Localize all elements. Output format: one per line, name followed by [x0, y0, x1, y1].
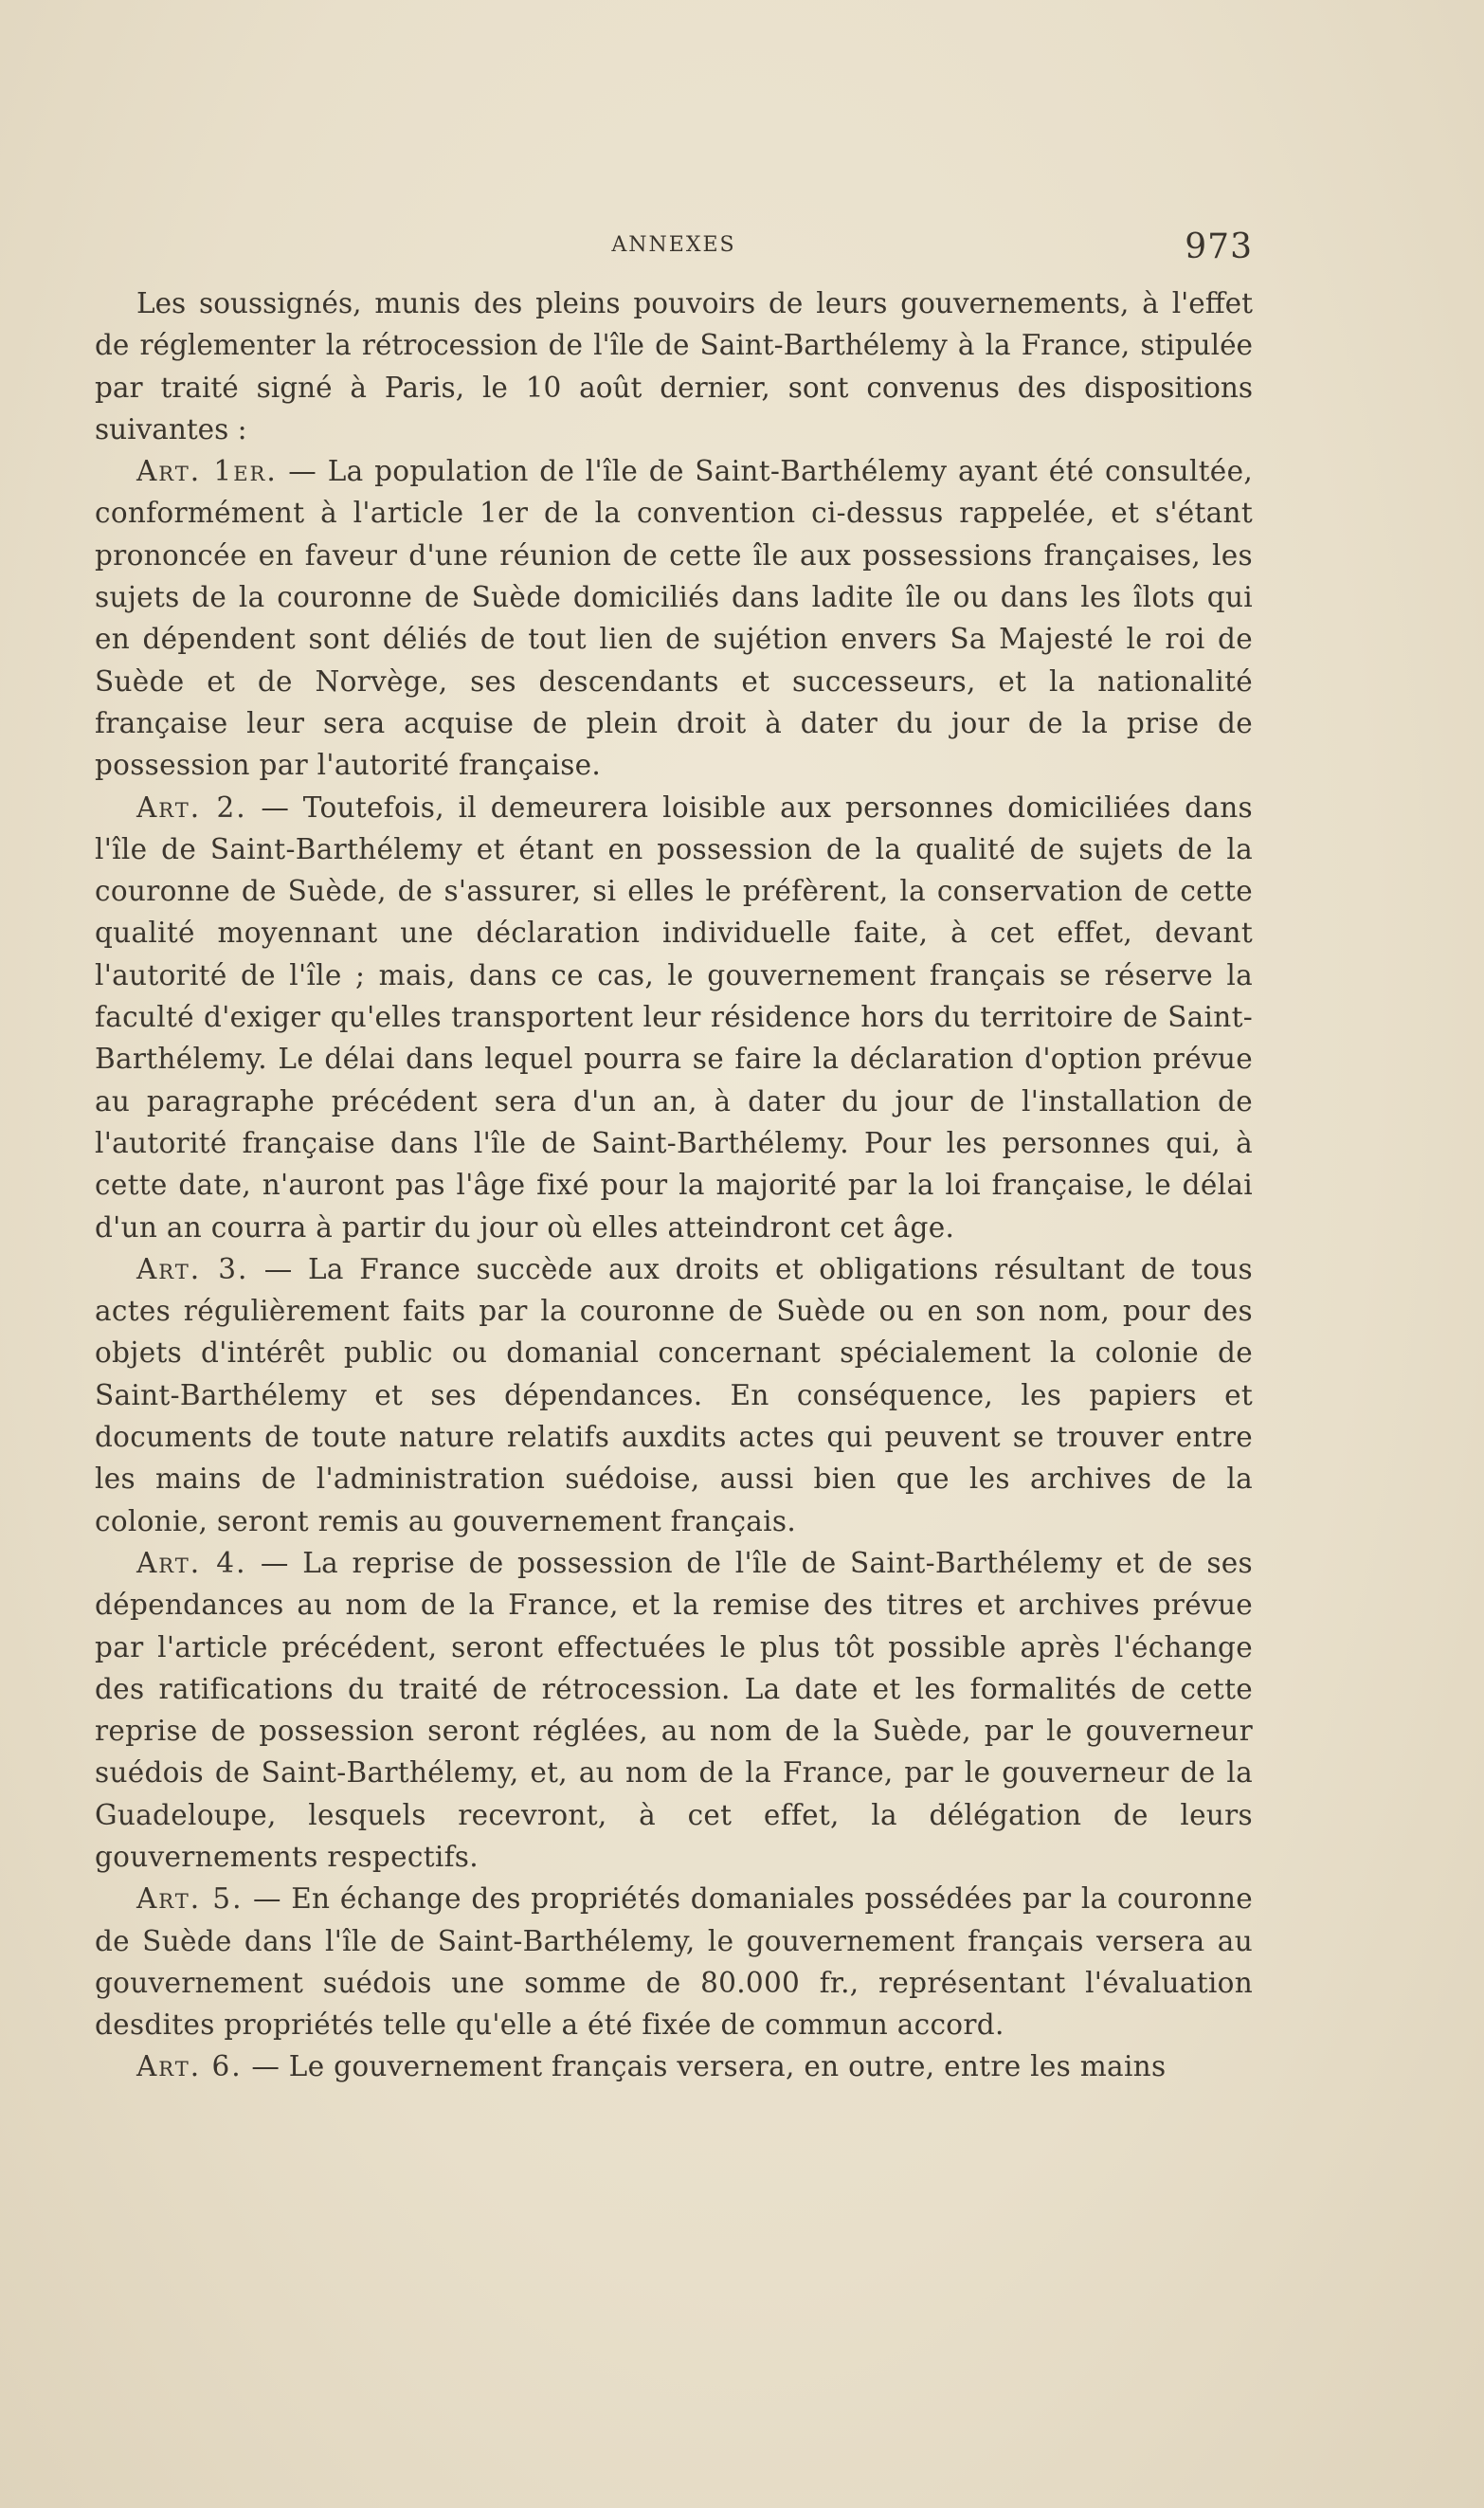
- article-label: Art. 5.: [136, 1882, 244, 1916]
- article-label: Art. 3.: [136, 1252, 249, 1285]
- paragraph-text: — En échange des propriétés domaniales possédées par la couronne de Suède dans l'île de Saint-Barthélemy, le gouvernement français versera au gouvernement suédois une somme de 80.000 fr., représentant l'évaluation desdites propriétés telle qu'elle a été fixée de commun accord.: [95, 1882, 1254, 2042]
- paragraph-text: Les soussignés, munis des pleins pouvoirs de leurs gouvernements, à l'effet de réglementer la rétrocession de l'île de Saint-Barthélemy à la France, stipulée par traité signé à Paris, le 10 août dernier, sont convenus des dispositions suivantes :: [95, 287, 1253, 445]
- paragraph-article-5: [95, 1878, 1253, 2045]
- article-label: Art. 1er.: [136, 455, 278, 488]
- page-header: [95, 227, 1253, 265]
- running-head: ANNEXES: [611, 233, 736, 257]
- page-number: 973: [1185, 227, 1253, 266]
- article-label: Art. 6.: [136, 2050, 243, 2083]
- paragraph-text: — Toutefois, il demeurera loisible aux personnes domiciliées dans l'île de Saint-Barthélemy et étant en possession de la qualité de sujets de la couronne de Suède, de s'assurer, si elles le préfèrent, la conservation de cette qualité moyennant une déclaration individuelle faite, à cet effet, devant l'autorité de l'île ; mais, dans ce cas, le gouvernement français se réserve la faculté d'exiger qu'elles transportent leur résidence hors du territoire de Saint-Barthélemy. Le délai dans lequel pourra se faire la déclaration d'option prévue au paragraphe précédent sera d'un an, à dater du jour de l'installation de l'autorité française dans l'île de Saint-Barthélemy. Pour les personnes qui, à cette date, n'auront pas l'âge fixé pour la majorité par la loi française, le délai d'un an courra à partir du jour où elles atteindront cet âge.: [95, 791, 1253, 1244]
- paragraph-article-2: [95, 787, 1253, 1248]
- article-label: Art. 4.: [136, 1546, 247, 1579]
- paragraph-article-4: [95, 1542, 1253, 1878]
- paragraph-article-1: [95, 450, 1253, 786]
- paragraph-article-3: [95, 1248, 1253, 1542]
- paragraph-text: — La reprise de possession de l'île de Saint-Barthélemy et de ses dépendances au nom de la France, et la remise des titres et archives prévue par l'article précédent, seront effectuées le plus tôt possible après l'échange des ratifications du traité de rétrocession. La date et les formalités de cette reprise de possession seront réglées, au nom de la Suède, par le gouverneur suédois de Saint-Barthélemy, et, au nom de la France, par le gouverneur de la Guadeloupe, lesquels recevront, à cet effet, la délégation de leurs gouvernements respectifs.: [95, 1546, 1253, 1873]
- paragraph-text: — La population de l'île de Saint-Barthélemy ayant été consultée, conformément à l'article 1er de la convention ci-dessus rappelée, et s'étant prononcée en faveur d'une réunion de cette île aux possessions françaises, les sujets de la couronne de Suède domiciliés dans ladite île ou dans les îlots qui en dépendent sont déliés de tout lien de sujétion envers Sa Majesté le roi de Suède et de Norvège, ses descendants et successeurs, et la nationalité française leur sera acquise de plein droit à dater du jour de la prise de possession par l'autorité française.: [95, 455, 1254, 782]
- document-body: [95, 282, 1253, 2088]
- paragraph-preamble: [95, 282, 1253, 450]
- paragraph-text: — La France succède aux droits et obligations résultant de tous actes régulièrement faits par la couronne de Suède ou en son nom, pour des objets d'intérêt public ou domanial concernant spécialement la colonie de Saint-Barthélemy et ses dépendances. En conséquence, les papiers et documents de toute nature relatifs auxdits actes qui peuvent se trouver entre les mains de l'administration suédoise, aussi bien que les archives de la colonie, seront remis au gouvernement français.: [95, 1252, 1253, 1537]
- article-label: Art. 2.: [136, 791, 247, 824]
- paragraph-article-6: [95, 2045, 1253, 2087]
- paragraph-text: — Le gouvernement français versera, en outre, entre les mains: [242, 2050, 1167, 2083]
